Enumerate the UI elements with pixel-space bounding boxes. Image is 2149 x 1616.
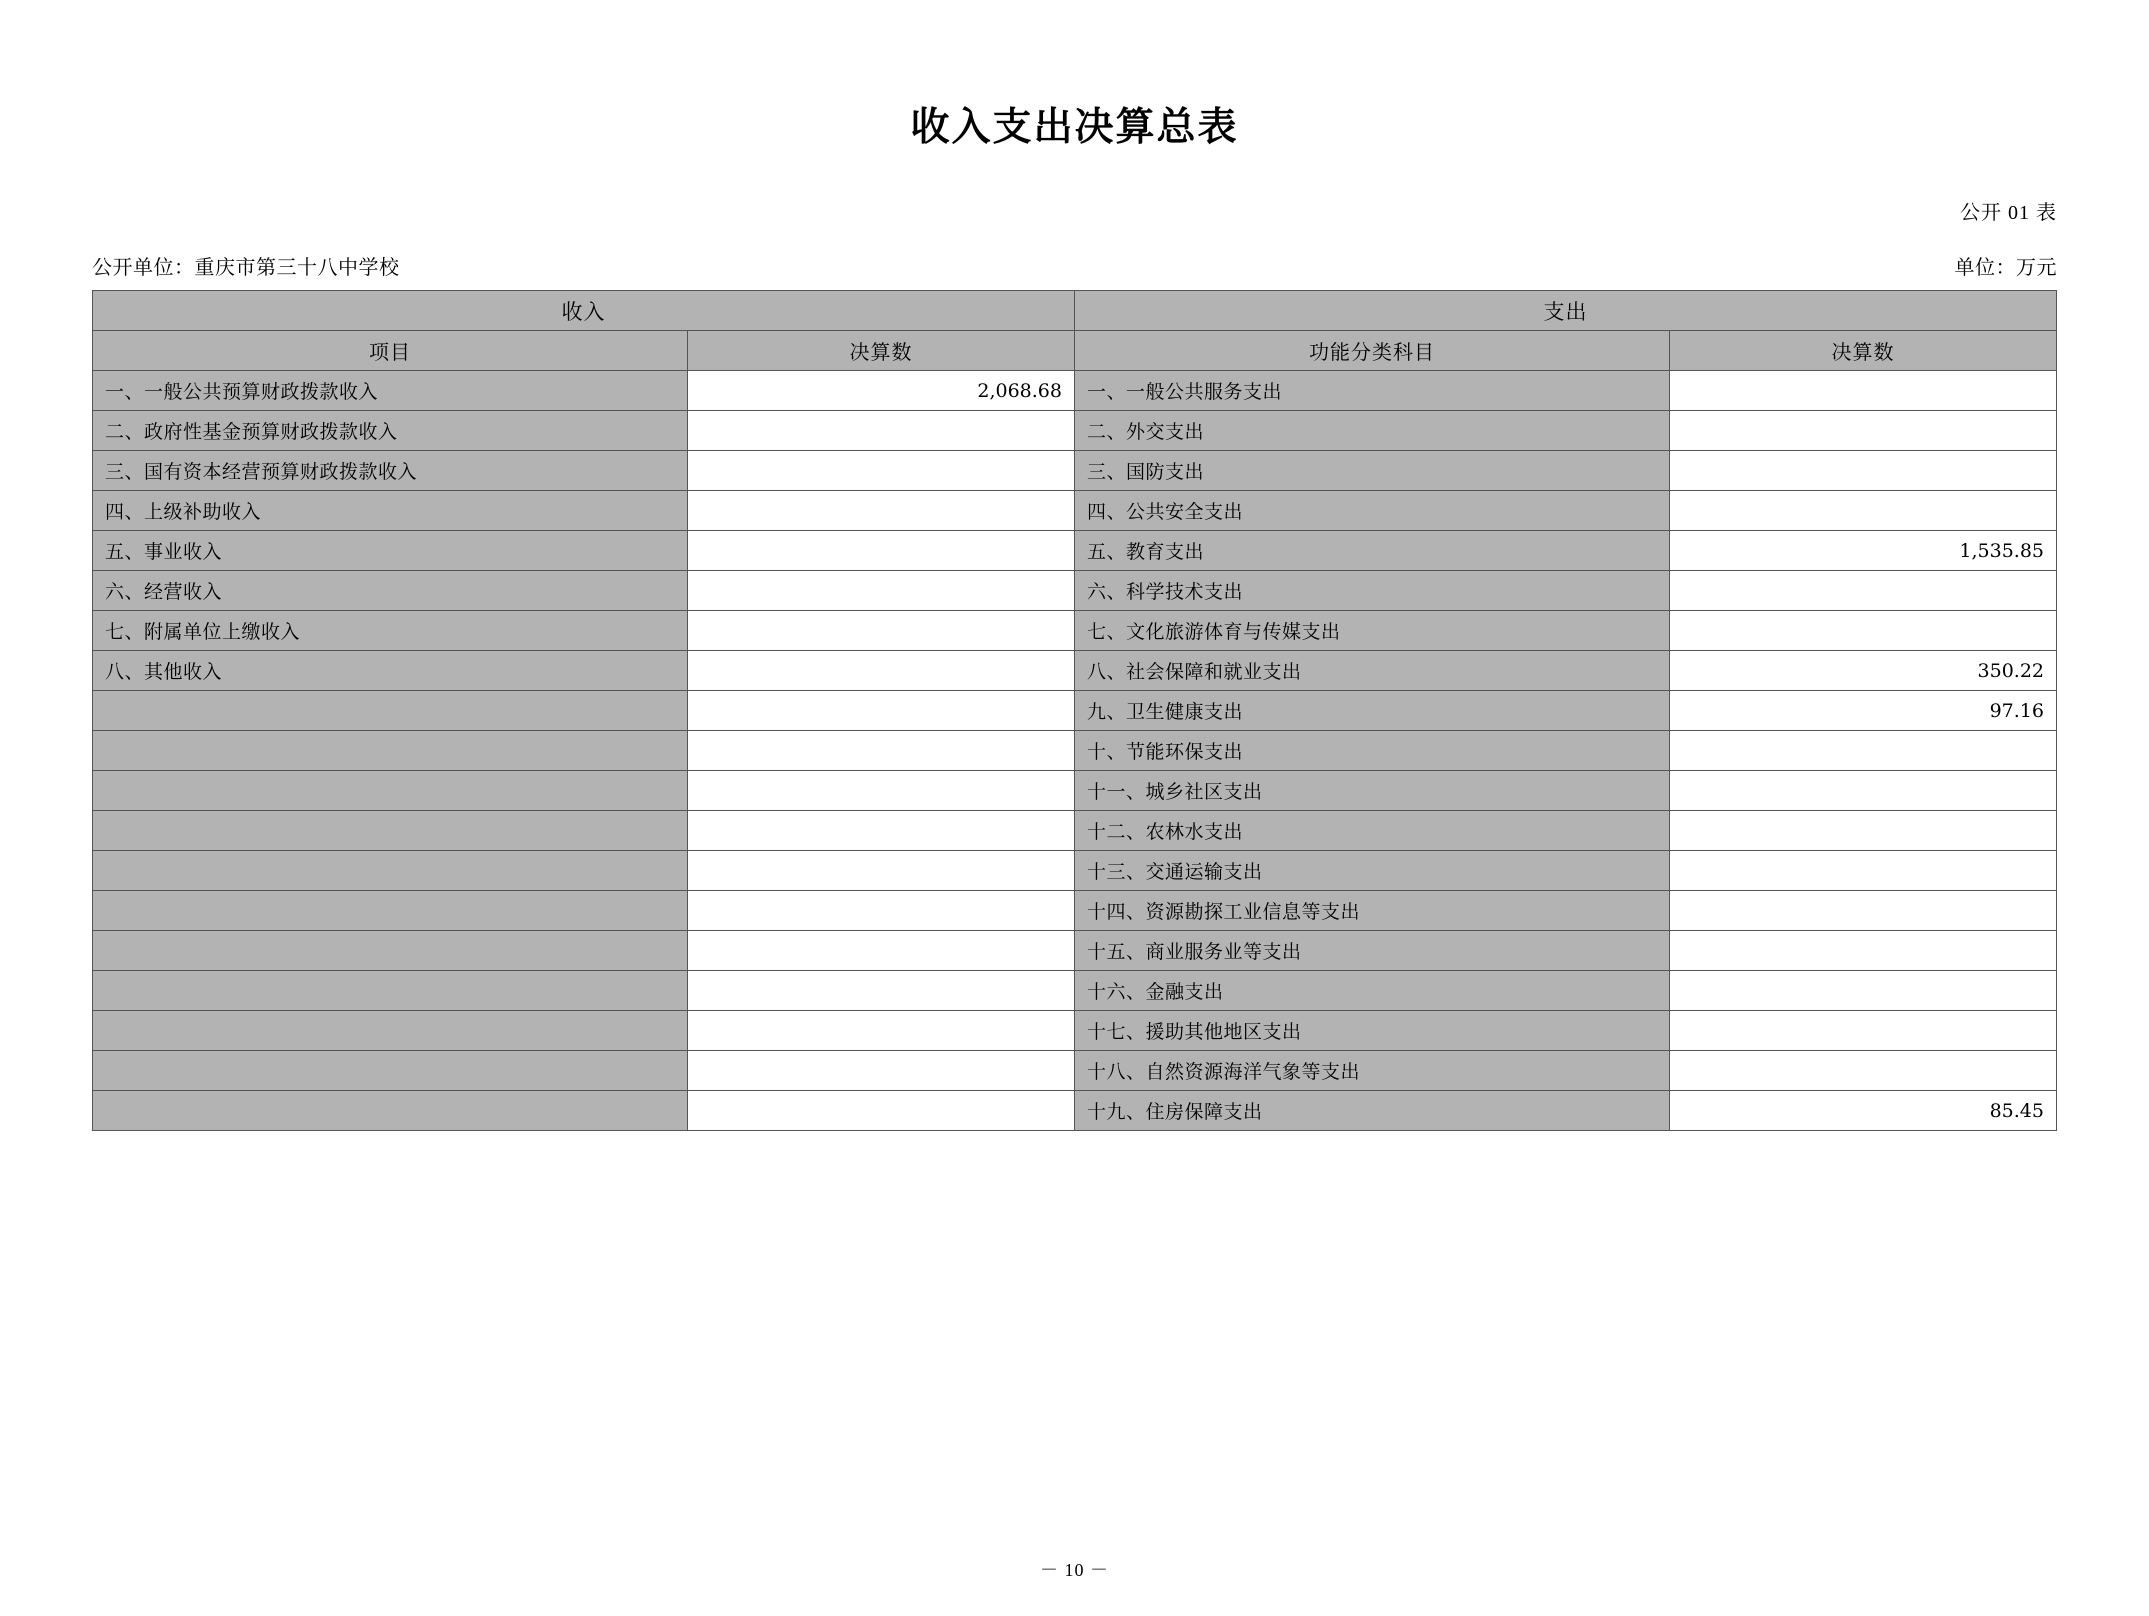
income-amount-cell <box>688 1051 1075 1091</box>
expense-item-cell: 十四、资源勘探工业信息等支出 <box>1074 891 1669 931</box>
income-amount-cell <box>688 411 1075 451</box>
expense-item-cell: 十三、交通运输支出 <box>1074 851 1669 891</box>
income-item-cell <box>93 931 688 971</box>
expense-amount-cell: 1,535.85 <box>1670 531 2057 571</box>
income-amount-cell <box>688 771 1075 811</box>
income-amount-cell <box>688 571 1075 611</box>
table-row <box>93 811 2057 851</box>
income-item-cell: 七、附属单位上缴收入 <box>93 611 688 651</box>
expense-item-cell: 五、教育支出 <box>1074 531 1669 571</box>
income-item-cell <box>93 811 688 851</box>
table-row <box>93 1091 2057 1131</box>
income-item-cell: 八、其他收入 <box>93 651 688 691</box>
expense-amount-cell: 97.16 <box>1670 691 2057 731</box>
table-row <box>93 891 2057 931</box>
sheet-number: 公开 01 表 <box>1960 202 2057 224</box>
expense-amount-cell <box>1670 811 2057 851</box>
income-item-cell <box>93 971 688 1011</box>
table-body <box>93 371 2057 1131</box>
expense-item-cell: 九、卫生健康支出 <box>1074 691 1669 731</box>
expense-item-cell: 十八、自然资源海洋气象等支出 <box>1074 1051 1669 1091</box>
expense-item-cell: 十五、商业服务业等支出 <box>1074 931 1669 971</box>
expense-item-cell: 十七、援助其他地区支出 <box>1074 1011 1669 1051</box>
table-row <box>93 611 2057 651</box>
expense-item-cell: 一、一般公共服务支出 <box>1074 371 1669 411</box>
income-item-cell: 五、事业收入 <box>93 531 688 571</box>
group-header-income: 收入 <box>93 291 1075 331</box>
page-title: 收入支出决算总表 <box>910 104 1239 150</box>
expense-amount-cell <box>1670 971 2057 1011</box>
column-header-income-amount: 决算数 <box>688 331 1075 371</box>
income-item-cell <box>93 1011 688 1051</box>
expense-amount-cell <box>1670 931 2057 971</box>
income-item-cell: 六、经营收入 <box>93 571 688 611</box>
income-amount-cell <box>688 891 1075 931</box>
income-amount-cell <box>688 1011 1075 1051</box>
income-item-cell <box>93 691 688 731</box>
table-row <box>93 771 2057 811</box>
expense-amount-cell <box>1670 1051 2057 1091</box>
income-item-cell <box>93 1051 688 1091</box>
income-amount-cell <box>688 851 1075 891</box>
page-number: － 10 － <box>1040 1560 1109 1580</box>
expense-amount-cell <box>1670 891 2057 931</box>
budget-summary-table <box>92 290 2057 1131</box>
expense-amount-cell <box>1670 611 2057 651</box>
table-row <box>93 411 2057 451</box>
income-item-cell <box>93 891 688 931</box>
expense-item-cell: 八、社会保障和就业支出 <box>1074 651 1669 691</box>
table-row <box>93 371 2057 411</box>
income-amount-cell <box>688 651 1075 691</box>
table-row <box>93 691 2057 731</box>
income-amount-cell <box>688 1091 1075 1131</box>
income-amount-cell <box>688 451 1075 491</box>
expense-amount-cell <box>1670 731 2057 771</box>
table-group-header-row <box>93 291 2057 331</box>
income-item-cell: 三、国有资本经营预算财政拨款收入 <box>93 451 688 491</box>
income-item-cell <box>93 731 688 771</box>
income-amount-cell <box>688 971 1075 1011</box>
group-header-expense: 支出 <box>1074 291 2056 331</box>
column-header-expense-amount: 决算数 <box>1670 331 2057 371</box>
table-row <box>93 971 2057 1011</box>
expense-amount-cell <box>1670 771 2057 811</box>
table-row <box>93 1051 2057 1091</box>
income-amount-cell <box>688 731 1075 771</box>
expense-amount-cell <box>1670 851 2057 891</box>
expense-amount-cell: 350.22 <box>1670 651 2057 691</box>
income-amount-cell: 2,068.68 <box>688 371 1075 411</box>
table-row <box>93 851 2057 891</box>
income-amount-cell <box>688 931 1075 971</box>
expense-amount-cell <box>1670 371 2057 411</box>
expense-item-cell: 十一、城乡社区支出 <box>1074 771 1669 811</box>
table-column-header-row <box>93 331 2057 371</box>
table-row <box>93 1011 2057 1051</box>
expense-item-cell: 二、外交支出 <box>1074 411 1669 451</box>
expense-amount-cell <box>1670 411 2057 451</box>
income-item-cell <box>93 851 688 891</box>
income-item-cell: 二、政府性基金预算财政拨款收入 <box>93 411 688 451</box>
expense-item-cell: 三、国防支出 <box>1074 451 1669 491</box>
expense-item-cell: 十、节能环保支出 <box>1074 731 1669 771</box>
income-amount-cell <box>688 531 1075 571</box>
table-row <box>93 451 2057 491</box>
expense-amount-cell <box>1670 571 2057 611</box>
income-amount-cell <box>688 691 1075 731</box>
table-row <box>93 491 2057 531</box>
expense-item-cell: 四、公共安全支出 <box>1074 491 1669 531</box>
income-item-cell: 一、一般公共预算财政拨款收入 <box>93 371 688 411</box>
expense-amount-cell <box>1670 451 2057 491</box>
amount-unit: 单位：万元 <box>1954 257 2057 279</box>
expense-item-cell: 六、科学技术支出 <box>1074 571 1669 611</box>
expense-amount-cell: 85.45 <box>1670 1091 2057 1131</box>
meta-row <box>92 251 2057 280</box>
publishing-unit: 公开单位：重庆市第三十八中学校 <box>92 257 400 279</box>
expense-amount-cell <box>1670 1011 2057 1051</box>
income-item-cell: 四、上级补助收入 <box>93 491 688 531</box>
column-header-income-item: 项目 <box>93 331 688 371</box>
document-page <box>0 96 2149 1616</box>
income-item-cell <box>93 771 688 811</box>
table-row <box>93 731 2057 771</box>
expense-item-cell: 十六、金融支出 <box>1074 971 1669 1011</box>
income-item-cell <box>93 1091 688 1131</box>
expense-item-cell: 七、文化旅游体育与传媒支出 <box>1074 611 1669 651</box>
expense-item-cell: 十九、住房保障支出 <box>1074 1091 1669 1131</box>
table-row <box>93 531 2057 571</box>
income-amount-cell <box>688 811 1075 851</box>
expense-item-cell: 十二、农林水支出 <box>1074 811 1669 851</box>
table-row <box>93 931 2057 971</box>
income-amount-cell <box>688 491 1075 531</box>
table-row <box>93 651 2057 691</box>
column-header-expense-item: 功能分类科目 <box>1074 331 1669 371</box>
table-row <box>93 571 2057 611</box>
income-amount-cell <box>688 611 1075 651</box>
expense-amount-cell <box>1670 491 2057 531</box>
